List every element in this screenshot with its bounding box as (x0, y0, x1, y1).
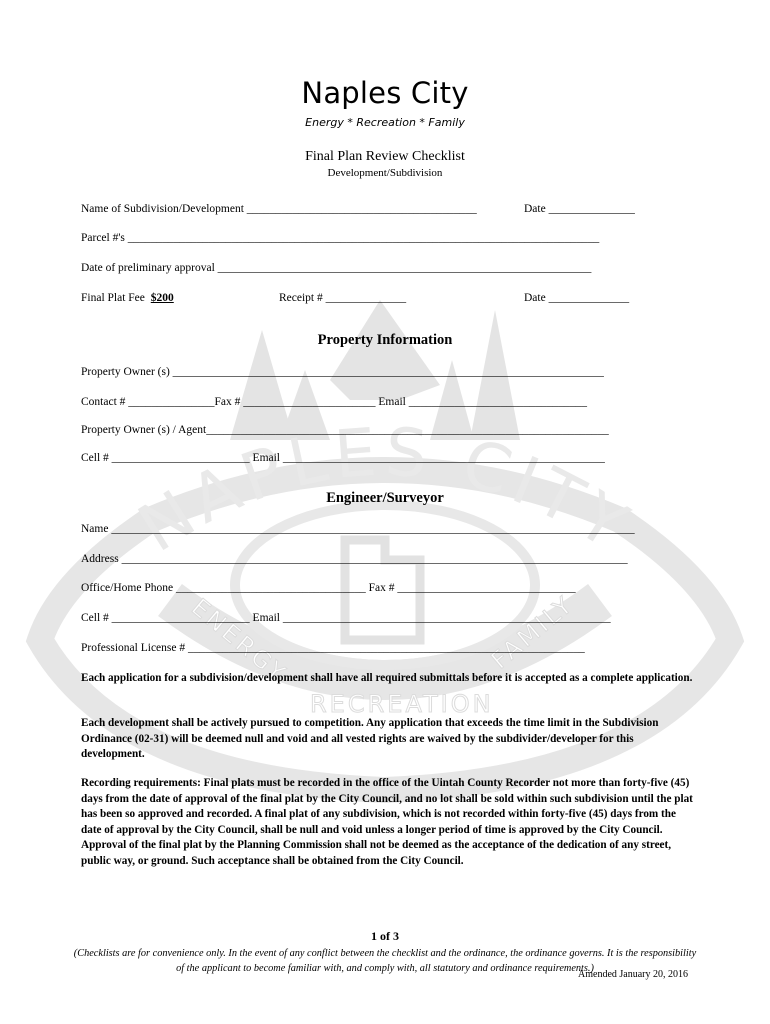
date-field[interactable]: Date _______________ (524, 203, 635, 215)
subdivision-name-field[interactable]: Name of Subdivision/Development ________________________________________ (81, 203, 477, 215)
preliminary-approval-date-field[interactable]: Date of preliminary approval _________________________________________________________________ (81, 262, 592, 274)
property-information-heading: Property Information (317, 332, 453, 348)
city-name: Naples City (301, 76, 469, 110)
parcel-number-field[interactable]: Parcel #'s __________________________________________________________________________________ (81, 232, 600, 244)
engineer-name-field[interactable]: Name ___________________________________________________________________________________________ (81, 523, 635, 535)
engineer-cell-email-field[interactable]: Cell # ________________________ Email _________________________________________________________ (81, 612, 611, 624)
recording-requirements-note: Recording requirements: Final plats must be recorded in the office of the Uintah County Recorder not more than forty-five (45) days from the date of approval of the final plat by the City Council, and no lot shall be sold within such subdivision until the plat has been so approved and recorded. A final plat of any subdivision, which is not recorded within forty-five (45) days from the date of approval by the City Council, shall be null and void unless a longer period of time is approved by the City Council. Approval of the final plat by the Planning Commission shall not be deemed as the acceptance of the dedication of any street, public way, or ground. Such acceptance shall be obtained from the City Council. (81, 777, 693, 867)
engineer-phone-fax-field[interactable]: Office/Home Phone _________________________________ Fax # _______________________________ (81, 582, 576, 594)
fee-date-field[interactable]: Date ______________ (524, 292, 630, 304)
checklist-disclaimer: (Checklists are for convenience only. In the event of any conflict between the checklist and the ordinance, the ordinance governs. It is the responsibility of the applicant to become familiar with, and comply with, all statutory and ordinance requirements.) (73, 948, 697, 974)
receipt-number-field[interactable]: Receipt # ______________ (279, 292, 407, 304)
seal-ring-bottom: RECREATION (310, 690, 494, 718)
seal-ring-right: FAMILY (485, 589, 580, 675)
owner-agent-field[interactable]: Property Owner (s) / Agent______________________________________________________________________ (81, 424, 609, 436)
competition-note: Each development shall be actively pursued to competition. Any application that exceeds the time limit in the Subdivision Ordinance (02-31) will be deemed null and void and all vested rights are waived by the subdivider/developer for this development. (81, 717, 659, 761)
seal-arc-text: NAPLES CITY (125, 413, 645, 568)
fee-amount: $200 (150, 292, 174, 304)
owner-cell-email-field[interactable]: Cell # ________________________ Email ________________________________________________________ (81, 452, 605, 464)
document-subtitle: Development/Subdivision (327, 167, 443, 179)
engineer-address-field[interactable]: Address ________________________________________________________________________________________ (81, 553, 628, 565)
seal-ring-left: ENERGY (186, 593, 293, 689)
contact-fax-email-field[interactable]: Contact # _______________Fax # _______________________ Email _______________________________ (81, 396, 587, 408)
final-plat-fee-label (81, 292, 174, 304)
city-tagline: Energy * Recreation * Family (305, 116, 465, 129)
professional-license-field[interactable]: Professional License # _____________________________________________________________________ (81, 642, 585, 654)
amended-date: Amended January 20, 2016 (578, 969, 688, 980)
engineer-surveyor-heading: Engineer/Surveyor (326, 490, 444, 506)
fee-label-text: Final Plat Fee (81, 292, 145, 304)
page-number: 1 of 3 (371, 929, 399, 943)
document-title: Final Plan Review Checklist (305, 149, 465, 164)
property-owner-field[interactable]: Property Owner (s) ___________________________________________________________________________ (81, 366, 604, 378)
submittals-note: Each application for a subdivision/development shall have all required submittals before it is accepted as a complete application. (81, 672, 693, 684)
